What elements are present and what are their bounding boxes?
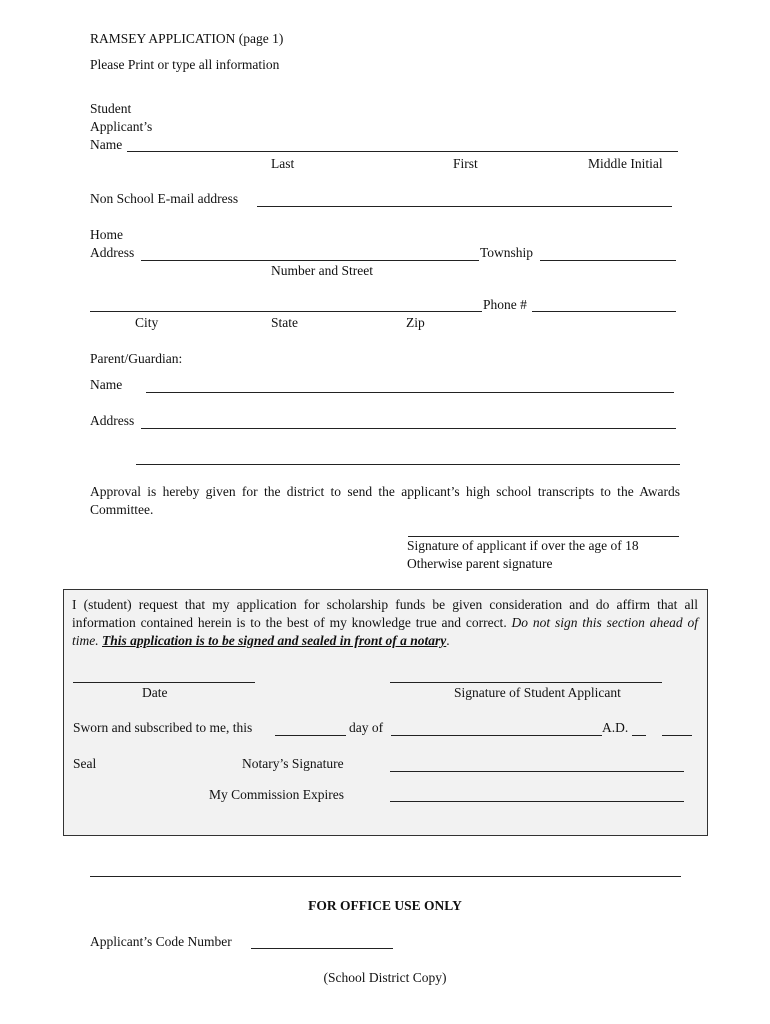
notice-period: . <box>446 633 450 648</box>
student-label-3: Name <box>90 137 123 152</box>
commission-field[interactable] <box>390 801 684 802</box>
email-field[interactable] <box>257 206 672 207</box>
date-caption: Date <box>142 685 168 700</box>
code-number-label: Applicant’s Code Number <box>90 934 232 949</box>
form-title: RAMSEY APPLICATION (page 1) <box>90 31 284 46</box>
first-name-caption: First <box>453 156 478 171</box>
warning-text: Do not sign this section ahead of time. <box>72 615 699 648</box>
approval-sig-caption-1: Signature of applicant if over the age of 18 <box>407 538 639 553</box>
instruction-text: Please Print or type all information <box>90 57 280 72</box>
street-caption: Number and Street <box>271 263 373 278</box>
approval-sig-caption-2: Otherwise parent signature <box>407 556 553 571</box>
last-name-caption: Last <box>271 156 295 171</box>
seal-label: Seal <box>73 756 97 771</box>
date-field[interactable] <box>73 682 255 683</box>
sworn-day-of: day of <box>349 720 384 735</box>
parent-address-label: Address <box>90 413 135 428</box>
sworn-prefix: Sworn and subscribed to me, this <box>73 720 253 735</box>
state-caption: State <box>271 315 298 330</box>
sworn-month-field[interactable] <box>391 735 602 736</box>
office-heading: FOR OFFICE USE ONLY <box>308 898 462 913</box>
student-label-1: Student <box>90 101 132 116</box>
divider <box>90 876 681 877</box>
city-state-zip-field[interactable] <box>90 311 482 312</box>
sworn-year-field-2[interactable] <box>662 735 692 736</box>
parent-heading: Parent/Guardian: <box>90 351 183 366</box>
sworn-day-field[interactable] <box>275 735 346 736</box>
approval-signature-field[interactable] <box>408 536 679 537</box>
email-label: Non School E-mail address <box>90 191 239 206</box>
copy-label: (School District Copy) <box>323 970 447 985</box>
middle-initial-caption: Middle Initial <box>588 156 663 171</box>
home-label-2: Address <box>90 245 135 260</box>
sworn-ad: A.D. <box>602 720 629 735</box>
township-field[interactable] <box>540 260 676 261</box>
student-label-2: Applicant’s <box>90 119 153 134</box>
home-label-1: Home <box>90 227 123 242</box>
sworn-year-field-1[interactable] <box>632 735 646 736</box>
zip-caption: Zip <box>406 315 425 330</box>
notary-section <box>63 589 708 836</box>
city-caption: City <box>135 315 159 330</box>
code-number-field[interactable] <box>251 948 393 949</box>
phone-field[interactable] <box>532 311 676 312</box>
notary-notice: This application is to be signed and sealed in front of a notary <box>102 633 447 648</box>
approval-text: Approval is hereby given for the district to send the applicant’s high school transcripts to the Awards Committee. <box>90 484 680 517</box>
notary-signature-field[interactable] <box>390 771 684 772</box>
parent-address-field[interactable] <box>141 428 676 429</box>
township-label: Township <box>480 245 534 260</box>
parent-address-field-2[interactable] <box>136 464 680 465</box>
commission-label: My Commission Expires <box>209 787 345 802</box>
notary-signature-label: Notary’s Signature <box>242 756 344 771</box>
parent-name-label: Name <box>90 377 123 392</box>
student-signature-field[interactable] <box>390 682 662 683</box>
notary-statement <box>72 596 698 650</box>
phone-label: Phone # <box>483 297 527 312</box>
parent-name-field[interactable] <box>146 392 674 393</box>
statement-text: I (student) request that my application for scholarship funds be given consideration and do affirm that all information contained herein is to the best of my knowledge true and correct. <box>72 597 698 630</box>
street-address-field[interactable] <box>141 260 479 261</box>
student-signature-caption: Signature of Student Applicant <box>454 685 621 700</box>
student-name-field[interactable] <box>127 151 678 152</box>
